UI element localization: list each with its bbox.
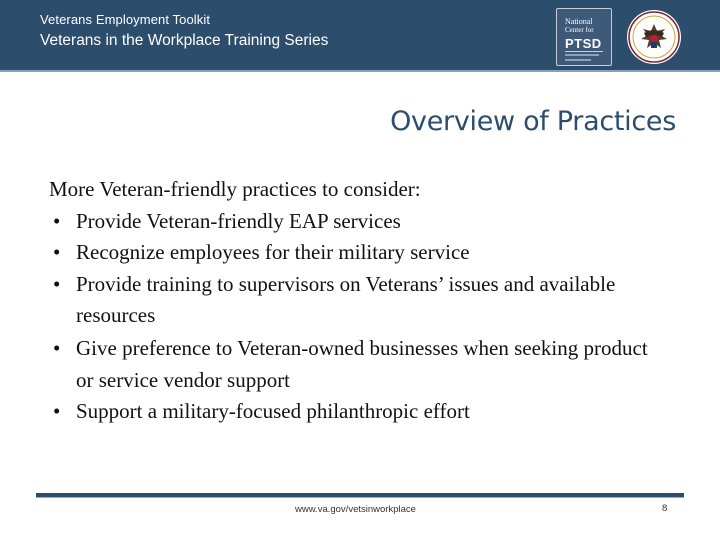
ptsd-logo-rule: [565, 51, 603, 52]
list-item-text: Support a military-focused philanthropic effort: [76, 398, 470, 423]
list-item: [49, 237, 669, 269]
list-item: [49, 269, 669, 332]
bullet-icon: •: [53, 271, 61, 296]
toolkit-label: Veterans Employment Toolkit: [40, 12, 211, 27]
series-label: Veterans in the Workplace Training Series: [40, 32, 329, 49]
slide-title: Overview of Practices: [390, 106, 676, 138]
bullet-icon: •: [53, 240, 61, 264]
list-item: [49, 206, 669, 238]
header-divider: [0, 70, 720, 72]
page-number: 8: [662, 503, 668, 514]
ptsd-logo-line3: PTSD: [565, 36, 602, 51]
list-item-text: Provide training to supervisors on Veterans’ issues and available resources: [76, 271, 616, 327]
ptsd-logo-tagline: [565, 54, 599, 56]
footer-rule: [36, 497, 684, 498]
bullet-icon: •: [53, 208, 61, 233]
list-item-text: Provide Veteran-friendly EAP services: [76, 208, 401, 233]
header-banner: [0, 0, 720, 70]
intro-text: More Veteran-friendly practices to consider:: [49, 177, 421, 201]
ptsd-logo-line1: National: [565, 17, 593, 26]
list-item: [49, 396, 669, 428]
va-seal-icon: [626, 9, 682, 65]
ptsd-center-logo: [556, 8, 612, 66]
ptsd-logo-tagline-2: [565, 59, 591, 61]
list-item-text: Give preference to Veteran-owned businesses when seeking product or service vendor support: [76, 335, 648, 392]
ptsd-logo-line2: Center for: [565, 26, 594, 34]
footer-url: www.va.gov/vetsinworkplace: [295, 504, 416, 515]
bullet-icon: •: [53, 335, 61, 360]
practices-list: [49, 206, 669, 428]
list-item-text: Recognize employees for their military service: [76, 240, 470, 264]
slide-body: [49, 174, 669, 427]
list-item: [49, 332, 669, 396]
bullet-icon: •: [53, 398, 61, 423]
